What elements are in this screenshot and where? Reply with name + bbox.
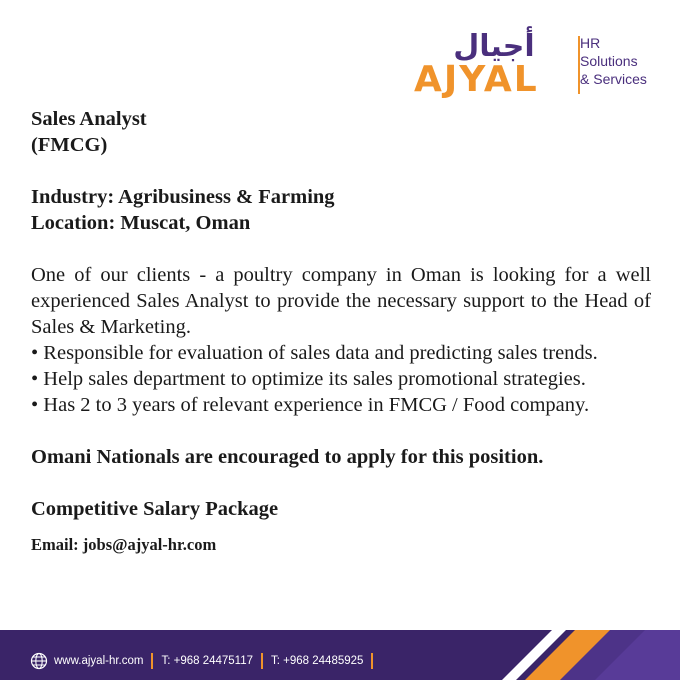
footer-bar — [0, 630, 680, 680]
logo-tagline — [580, 34, 666, 88]
job-title-line-1: Sales Analyst — [31, 108, 147, 130]
tagline-line-1: HR — [580, 35, 601, 51]
requirements-list — [31, 340, 651, 418]
footer-separator — [371, 653, 373, 669]
phone-1[interactable]: T: +968 24475117 — [161, 655, 254, 667]
tagline-line-3: & Services — [580, 71, 647, 87]
logo-latin-text: AJYAL — [414, 59, 539, 100]
tagline-line-2: Solutions — [580, 53, 638, 69]
job-description: One of our clients - a poultry company in Oman is looking for a well experienced Sales Analyst to provide the necessary support to the Head of Sales & Marketing. — [31, 264, 651, 338]
footer-separator — [151, 653, 153, 669]
list-item: • Has 2 to 3 years of relevant experience in FMCG / Food company. — [31, 394, 590, 416]
nationals-note: Omani Nationals are encouraged to apply for this position. — [31, 446, 544, 468]
footer-contact-row — [30, 652, 381, 670]
phone-2[interactable]: T: +968 24485925 — [271, 655, 364, 667]
salary-line: Competitive Salary Package — [31, 498, 279, 520]
ajyal-logo — [412, 30, 662, 100]
globe-icon — [30, 652, 48, 670]
logo-arabic-text: أجيال — [453, 29, 535, 64]
website-link[interactable]: www.ajyal-hr.com — [54, 655, 144, 667]
job-post — [31, 106, 651, 558]
footer-separator — [261, 653, 263, 669]
list-item: • Help sales department to optimize its sales promotional strategies. — [31, 368, 586, 390]
list-item: • Responsible for evaluation of sales data and predicting sales trends. — [31, 342, 598, 364]
location-line: Location: Muscat, Oman — [31, 212, 251, 234]
industry-line: Industry: Agribusiness & Farming — [31, 186, 335, 208]
contact-email[interactable]: Email: jobs@ajyal-hr.com — [31, 535, 217, 554]
job-title-line-2: (FMCG) — [31, 134, 108, 156]
